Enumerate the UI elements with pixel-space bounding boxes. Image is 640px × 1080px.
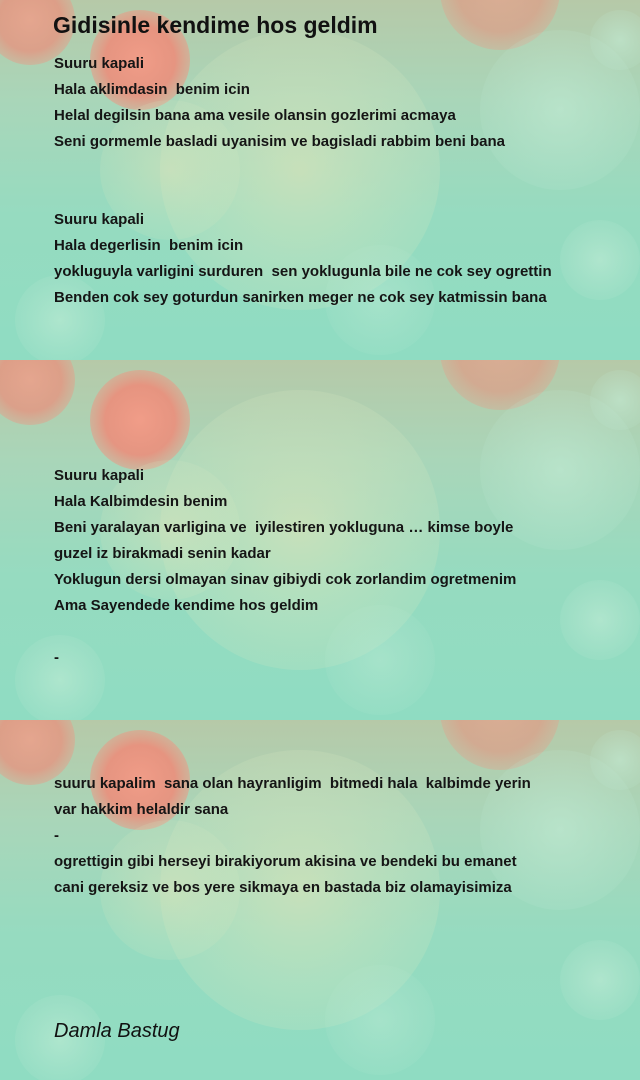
poem-line: yokluguyla varligini surduren sen yoklugunla bile ne cok sey ogrettin (54, 263, 552, 280)
poem-line: Hala degerlisin benim icin (54, 237, 244, 254)
poem-line: Ama Sayendede kendime hos geldim (54, 597, 319, 614)
poem-line: Hala Kalbimdesin benim (54, 493, 228, 510)
poem-line (54, 619, 516, 645)
poem-line: - (54, 649, 59, 666)
poem-line: - (54, 827, 59, 844)
poem-line: Hala aklimdasin benim icin (54, 81, 250, 98)
stanza-3 (54, 463, 516, 671)
poem-line: Yoklugun dersi olmayan sinav gibiydi cok zorlandim ogretmenim (54, 571, 517, 588)
poem-author: Damla Bastug (54, 1020, 180, 1042)
poem-line: Suuru kapali (54, 55, 145, 72)
poem-line: Seni gormemle basladi uyanisim ve bagisladi rabbim beni bana (54, 133, 505, 150)
poem-line: Beni yaralayan varligina ve iyilestiren yokluguna … kimse boyle (54, 519, 514, 536)
poem-line: ogrettigin gibi herseyi birakiyorum akisina ve bendeki bu emanet (54, 853, 517, 870)
poem-line: var hakkim helaldir sana (54, 801, 229, 818)
poem-line: cani gereksiz ve bos yere sikmaya en bastada biz olamayisimiza (54, 879, 512, 896)
stanza-2 (54, 207, 552, 311)
poem-line: Benden cok sey goturdun sanirken meger ne cok sey katmissin bana (54, 289, 547, 306)
poem-line: guzel iz birakmadi senin kadar (54, 545, 271, 562)
stanza-1 (54, 51, 505, 155)
poem-title: Gidisinle kendime hos geldim (53, 12, 378, 38)
poem-line: Suuru kapali (54, 211, 145, 228)
poem-line: Helal degilsin bana ama vesile olansin gozlerimi acmaya (54, 107, 456, 124)
poem-line: Suuru kapali (54, 467, 145, 484)
poem-line: suuru kapalim sana olan hayranligim bitmedi hala kalbimde yerin (54, 775, 531, 792)
stanza-4 (54, 771, 531, 901)
